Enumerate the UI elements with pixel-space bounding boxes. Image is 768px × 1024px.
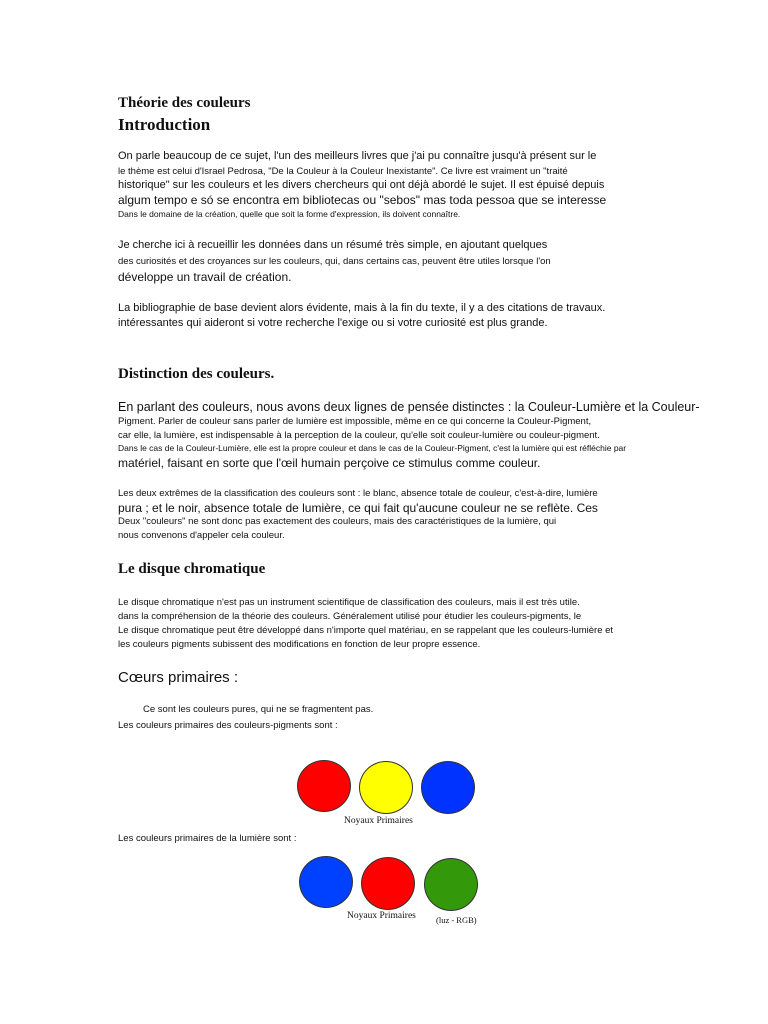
intro-p2-line: développe un travail de création. <box>118 270 292 284</box>
intro-p1-line: historique" sur les couleurs et les divers chercheurs qui ont déjà abordé le sujet. Il est épuisé depuis <box>118 179 605 191</box>
intro-p1-line: algum tempo e só se encontra em bibliotecas ou "sebos" mas toda pessoa que se interesse <box>118 193 607 207</box>
distinction-p1-line: Dans le cas de la Couleur-Lumière, elle est la propre couleur et dans le cas de la Couleur-Pigment, c'est la lumière qui est réfléchie par <box>118 443 627 453</box>
lumiere-caption-rgb: (luz - RGB) <box>436 915 477 925</box>
intro-p3-line: intéressantes qui aideront si votre recherche l'exige ou si votre curiosité est plus grande. <box>118 317 548 329</box>
coeurs-heading: Cœurs primaires : <box>118 669 239 686</box>
yellow-circle <box>359 761 413 814</box>
distinction-p1-line: car elle, la lumière, est indispensable à la perception de la couleur, qu'elle soit couleur-lumière ou couleur-pigment. <box>118 430 600 441</box>
disque-p1-line: les couleurs pigments subissent des modifications en fonction de leur propre essence. <box>118 639 481 650</box>
distinction-p2-line: Deux "couleurs" ne sont donc pas exactement des couleurs, mais des caractéristiques de la lumière, qui <box>118 516 557 527</box>
intro-p3-line: La bibliographie de base devient alors évidente, mais à la fin du texte, il y a des citations de travaux. <box>118 302 606 314</box>
lumiere-label: Les couleurs primaires de la lumière sont : <box>118 833 297 844</box>
red-circle <box>297 760 351 812</box>
intro-p2-line: Je cherche ici à recueillir les données dans un résumé très simple, en ajoutant quelques <box>118 239 548 251</box>
pigments-caption: Noyaux Primaires <box>344 816 413 826</box>
pigments-label: Les couleurs primaires des couleurs-pigments sont : <box>118 720 338 731</box>
intro-p2-line: des curiosités et des croyances sur les couleurs, qui, dans certains cas, peuvent être utiles lorsque l'on <box>118 256 551 267</box>
red-light-circle <box>361 857 415 910</box>
distinction-p2-line: Les deux extrêmes de la classification des couleurs sont : le blanc, absence totale de couleur, c'est-à-dire, lumière <box>118 488 598 499</box>
distinction-p1-line: En parlant des couleurs, nous avons deux lignes de pensée distinctes : la Couleur-Lumière et la Couleur- <box>118 400 700 414</box>
blue-light-circle <box>299 856 353 908</box>
intro-p1-line: le thème est celui d'Israel Pedrosa, "De la Couleur à la Couleur Inexistante". Ce livre est vraiment un "traité <box>118 166 568 177</box>
distinction-p1-line: Pigment. Parler de couleur sans parler de lumière est impossible, même en ce qui concerne la Couleur-Pigment, <box>118 416 592 427</box>
intro-heading: Introduction <box>118 115 211 134</box>
coeurs-description: Ce sont les couleurs pures, qui ne se fragmentent pas. <box>143 704 374 715</box>
distinction-heading: Distinction des couleurs. <box>118 366 275 382</box>
disque-p1-line: Le disque chromatique n'est pas un instrument scientifique de classification des couleurs, mais il est très utile. <box>118 597 580 608</box>
distinction-p2-line: nous convenons d'appeler cela couleur. <box>118 530 285 541</box>
distinction-p1-line: matériel, faisant en sorte que l'œil humain perçoive ce stimulus comme couleur. <box>118 456 541 470</box>
disque-heading: Le disque chromatique <box>118 561 266 577</box>
lumiere-caption: Noyaux Primaires <box>347 911 416 921</box>
document-title: Théorie des couleurs <box>118 95 251 111</box>
disque-p1-line: dans la compréhension de la théorie des couleurs. Généralement utilisé pour étudier les couleurs-pigments, le <box>118 611 582 622</box>
green-light-circle <box>424 858 478 911</box>
blue-circle <box>421 761 475 814</box>
intro-p1-line: On parle beaucoup de ce sujet, l'un des meilleurs livres que j'ai pu connaître jusqu'à présent sur le <box>118 150 597 162</box>
disque-p1-line: Le disque chromatique peut être développé dans n'importe quel matériau, en se rappelant que les couleurs-lumière et <box>118 625 614 636</box>
distinction-p2-line: pura ; et le noir, absence totale de lumière, ce qui fait qu'aucune couleur ne se reflète. Ces <box>118 501 598 515</box>
intro-p1-line: Dans le domaine de la création, quelle que soit la forme d'expression, ils doivent connaître. <box>118 209 461 219</box>
